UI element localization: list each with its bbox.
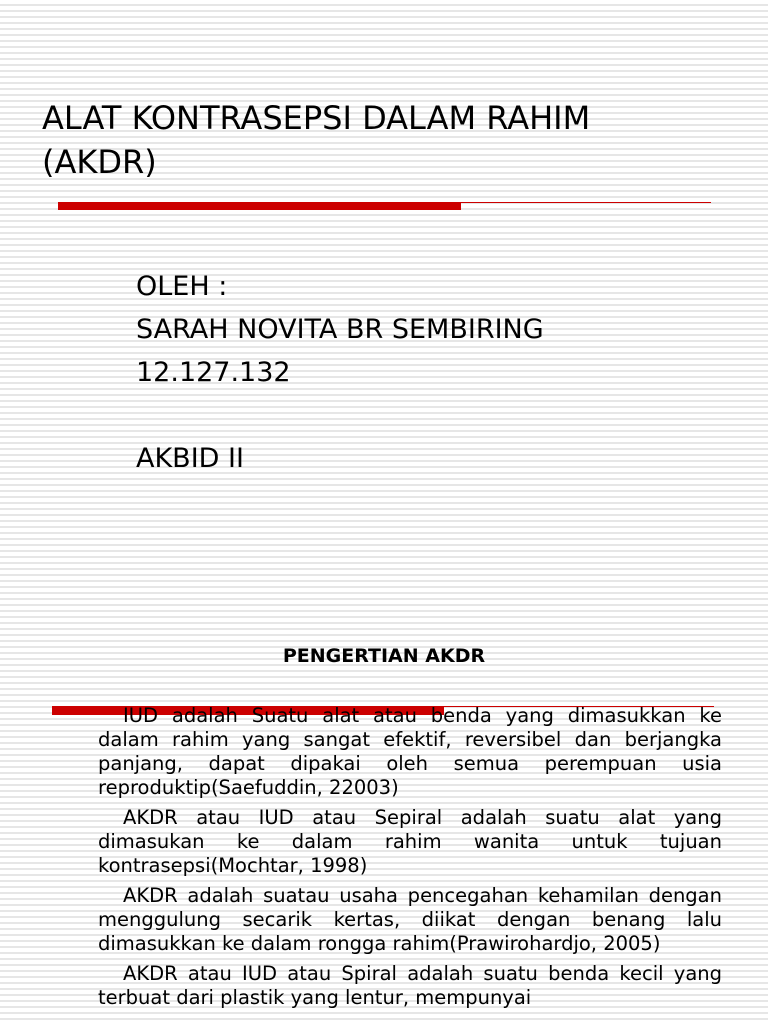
author-name: SARAH NOVITA BR SEMBIRING xyxy=(136,314,544,345)
definition-paragraph: AKDR atau IUD atau Spiral adalah suatu benda kecil yang terbuat dari plastik yang lentur, mempunyai xyxy=(98,962,722,1009)
title-line-1: ALAT KONTRASEPSI DALAM RAHIM xyxy=(42,99,591,137)
class-label: AKBID II xyxy=(136,443,244,474)
definition-paragraph: AKDR atau IUD atau Sepiral adalah suatu alat yang dimasukan ke dalam rahim wanita untuk tujuan kontrasepsi(Mochtar, 1998) xyxy=(98,806,722,877)
by-label: OLEH : xyxy=(136,271,228,302)
title-accent-line xyxy=(461,202,711,203)
spacer xyxy=(136,394,544,437)
author-block xyxy=(136,265,544,480)
student-id: 12.127.132 xyxy=(136,357,291,388)
title-accent-bar xyxy=(58,202,461,210)
definition-body xyxy=(98,704,722,1016)
section-heading: PENGERTIAN AKDR xyxy=(282,645,486,667)
definition-paragraph: AKDR adalah suatau usaha pencegahan kehamilan dengan menggulung secarik kertas, diikat dengan benang lalu dimasukkan ke dalam rongga rahim(Prawirohardjo, 2005) xyxy=(98,884,722,955)
slide-title xyxy=(42,96,722,184)
title-line-2: (AKDR) xyxy=(42,143,157,181)
definition-paragraph: IUD adalah Suatu alat atau benda yang dimasukkan ke dalam rahim yang sangat efektif, reversibel dan berjangka panjang, dapat dipakai oleh semua perempuan usia reproduktip(Saefuddin, 22003) xyxy=(98,704,722,799)
